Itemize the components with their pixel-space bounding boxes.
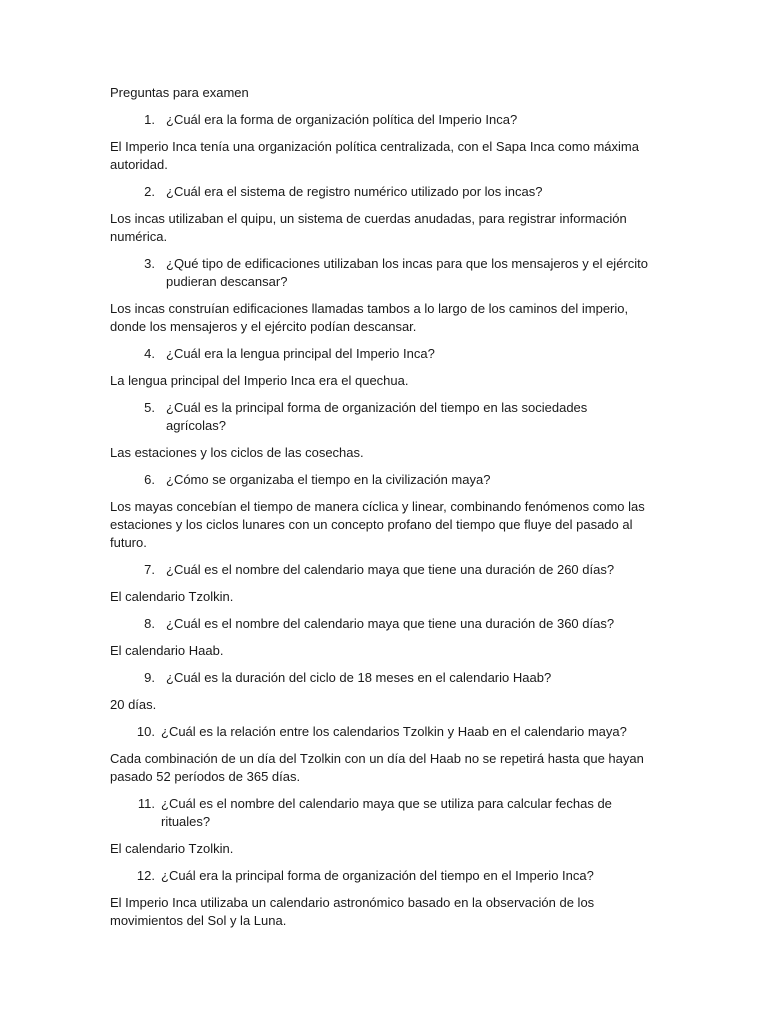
answer-4: La lengua principal del Imperio Inca era el quechua. bbox=[110, 373, 409, 388]
answer-11: El calendario Tzolkin. bbox=[110, 841, 234, 856]
question-number: 7. bbox=[144, 562, 155, 577]
question-number: 1. bbox=[144, 112, 155, 127]
question-text: ¿Cuál era la lengua principal del Imperio Inca? bbox=[166, 346, 435, 361]
question-1 bbox=[110, 111, 650, 129]
question-text: ¿Cuál es el nombre del calendario maya que se utiliza para calcular fechas de rituales? bbox=[161, 796, 612, 829]
question-number: 4. bbox=[144, 346, 155, 361]
question-text: ¿Cuál era la forma de organización política del Imperio Inca? bbox=[166, 112, 518, 127]
document-page bbox=[110, 84, 650, 939]
question-text: ¿Cómo se organizaba el tiempo en la civilización maya? bbox=[166, 472, 491, 487]
question-number: 9. bbox=[144, 670, 155, 685]
question-12 bbox=[110, 867, 650, 885]
question-number: 5. bbox=[144, 400, 155, 415]
question-text: ¿Cuál era el sistema de registro numérico utilizado por los incas? bbox=[166, 184, 543, 199]
question-number: 12. bbox=[136, 868, 155, 883]
question-text: ¿Cuál es la duración del ciclo de 18 meses en el calendario Haab? bbox=[166, 670, 552, 685]
question-text: ¿Cuál es la relación entre los calendarios Tzolkin y Haab en el calendario maya? bbox=[161, 724, 627, 739]
question-10 bbox=[110, 723, 650, 741]
document-title: Preguntas para examen bbox=[110, 85, 249, 100]
question-text: ¿Cuál es el nombre del calendario maya que tiene una duración de 360 días? bbox=[166, 616, 615, 631]
question-number: 8. bbox=[144, 616, 155, 631]
question-number: 2. bbox=[144, 184, 155, 199]
question-7 bbox=[110, 561, 650, 579]
question-text: ¿Cuál era la principal forma de organización del tiempo en el Imperio Inca? bbox=[161, 868, 594, 883]
answer-5: Las estaciones y los ciclos de las cosechas. bbox=[110, 445, 364, 460]
answer-9: 20 días. bbox=[110, 697, 157, 712]
answer-10: Cada combinación de un día del Tzolkin con un día del Haab no se repetirá hasta que hayan pasado 52 períodos de 365 días. bbox=[110, 751, 644, 784]
question-text: ¿Cuál es el nombre del calendario maya que tiene una duración de 260 días? bbox=[166, 562, 615, 577]
question-11 bbox=[110, 795, 650, 831]
answer-6: Los mayas concebían el tiempo de manera cíclica y linear, combinando fenómenos como las estaciones y los ciclos lunares con un concepto profano del tiempo que fluye del pasado al futuro. bbox=[110, 499, 645, 550]
question-number: 3. bbox=[144, 256, 155, 271]
question-number: 11. bbox=[137, 796, 155, 811]
question-3 bbox=[110, 255, 650, 291]
question-8 bbox=[110, 615, 650, 633]
answer-12: El Imperio Inca utilizaba un calendario astronómico basado en la observación de los movimientos del Sol y la Luna. bbox=[110, 895, 595, 928]
question-4 bbox=[110, 345, 650, 363]
question-number: 6. bbox=[144, 472, 155, 487]
question-text: ¿Cuál es la principal forma de organización del tiempo en las sociedades agrícolas? bbox=[166, 400, 588, 433]
question-number: 10. bbox=[136, 724, 155, 739]
question-5 bbox=[110, 399, 650, 435]
question-9 bbox=[110, 669, 650, 687]
question-text: ¿Qué tipo de edificaciones utilizaban los incas para que los mensajeros y el ejército pudieran descansar? bbox=[166, 256, 648, 289]
question-6 bbox=[110, 471, 650, 489]
answer-3: Los incas construían edificaciones llamadas tambos a lo largo de los caminos del imperio, donde los mensajeros y el ejército podían descansar. bbox=[110, 301, 629, 334]
answer-7: El calendario Tzolkin. bbox=[110, 589, 234, 604]
answer-8: El calendario Haab. bbox=[110, 643, 224, 658]
answer-2: Los incas utilizaban el quipu, un sistema de cuerdas anudadas, para registrar información numérica. bbox=[110, 211, 627, 244]
question-2 bbox=[110, 183, 650, 201]
answer-1: El Imperio Inca tenía una organización política centralizada, con el Sapa Inca como máxima autoridad. bbox=[110, 139, 639, 172]
